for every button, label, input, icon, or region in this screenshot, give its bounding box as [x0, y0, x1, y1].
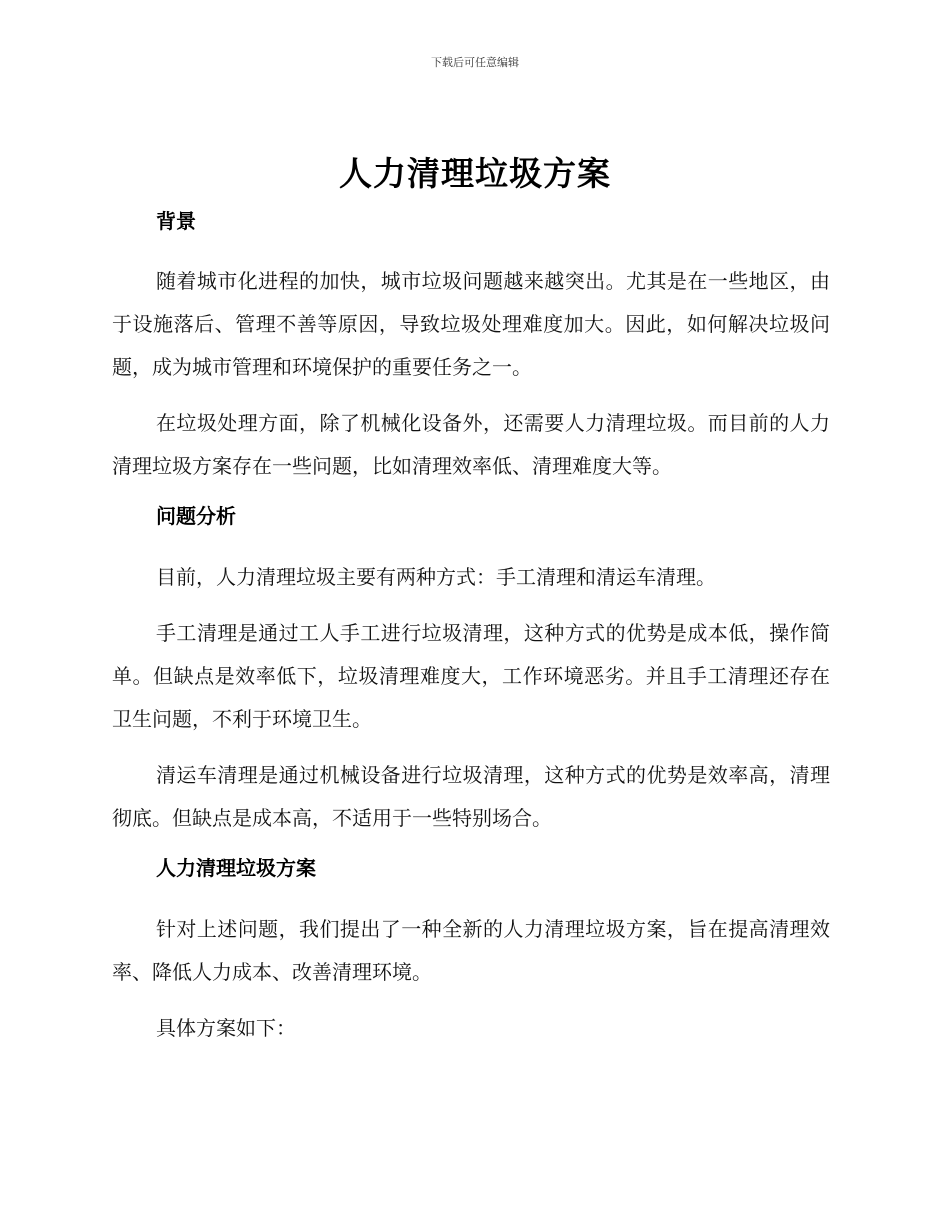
- paragraph: 在垃圾处理方面，除了机械化设备外，还需要人力清理垃圾。而目前的人力清理垃圾方案存在一些问题，比如清理效率低、清理难度大等。: [112, 411, 830, 478]
- paragraph: 针对上述问题，我们提出了一种全新的人力清理垃圾方案，旨在提高清理效率、降低人力成本、改善清理环境。: [112, 917, 830, 984]
- section-heading-background: 背景: [156, 209, 196, 233]
- header-note: 下载后可任意编辑: [431, 56, 519, 69]
- document-title: 人力清理垃圾方案: [339, 154, 611, 193]
- paragraph: 目前，人力清理垃圾主要有两种方式：手工清理和清运车清理。: [156, 565, 716, 589]
- paragraph: 具体方案如下：: [156, 1016, 296, 1040]
- paragraph: 手工清理是通过工人手工进行垃圾清理，这种方式的优势是成本低，操作简单。但缺点是效率低下，垃圾清理难度大，工作环境恶劣。并且手工清理还存在卫生问题，不利于环境卫生。: [112, 621, 830, 731]
- paragraph: 随着城市化进程的加快，城市垃圾问题越来越突出。尤其是在一些地区，由于设施落后、管理不善等原因，导致垃圾处理难度加大。因此，如何解决垃圾问题，成为城市管理和环境保护的重要任务之一。: [112, 269, 830, 379]
- section-heading-analysis: 问题分析: [156, 504, 236, 528]
- section-heading-plan: 人力清理垃圾方案: [156, 856, 316, 880]
- document-body: [112, 206, 830, 1063]
- paragraph: 清运车清理是通过机械设备进行垃圾清理，这种方式的优势是效率高，清理彻底。但缺点是成本高，不适用于一些特别场合。: [112, 763, 830, 830]
